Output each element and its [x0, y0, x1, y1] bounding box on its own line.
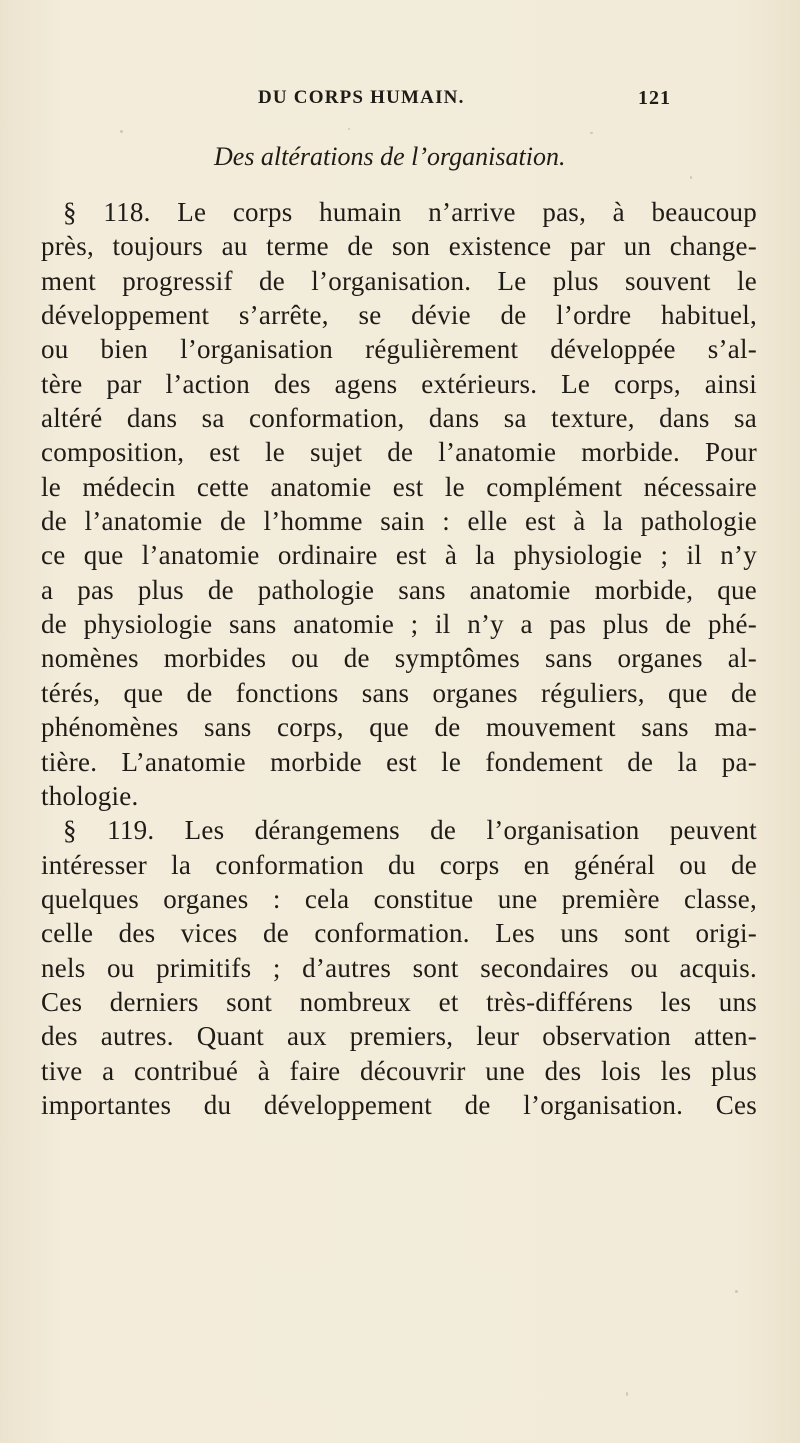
running-head-title: DU CORPS HUMAIN.: [258, 87, 465, 108]
paragraph-119: [41, 813, 757, 1122]
text-line: nomènes morbides ou de symptômes sans organes al-: [41, 643, 757, 674]
text-line: celle des vices de conformation. Les uns sont origi-: [41, 918, 757, 949]
text-line: quelques organes : cela constitue une première classe,: [41, 883, 757, 914]
text-line: des autres. Quant aux premiers, leur observation atten-: [41, 1021, 757, 1052]
text-line: près, toujours au terme de son existence par un change-: [41, 231, 757, 262]
text-line: de physiologie sans anatomie ; il n’y a pas plus de phé-: [41, 609, 757, 640]
text-line: tère par l’action des agens extérieurs. Le corps, ainsi: [41, 368, 757, 399]
text-line: Ces derniers sont nombreux et très-différens les uns: [41, 986, 757, 1017]
text-line: altéré dans sa conformation, dans sa texture, dans sa: [41, 403, 757, 434]
text-line: ce que l’anatomie ordinaire est à la physiologie ; il n’y: [41, 540, 757, 571]
text-line: importantes du développement de l’organisation. Ces: [41, 1089, 757, 1120]
body-text: [41, 195, 757, 1122]
paragraph-118: [41, 195, 757, 813]
text-line: tière. L’anatomie morbide est le fondement de la pa-: [41, 746, 757, 777]
text-line: de l’anatomie de l’homme sain : elle est à la pathologie: [41, 506, 757, 537]
text-line: phénomènes sans corps, que de mouvement sans ma-: [41, 712, 757, 743]
page-number: 121: [638, 87, 671, 109]
text-line: térés, que de fonctions sans organes réguliers, que de: [41, 677, 757, 708]
text-line: § 118. Le corps humain n’arrive pas, à beaucoup: [63, 197, 757, 227]
text-line: ou bien l’organisation régulièrement développée s’al-: [41, 334, 757, 365]
text-line: § 119. Les dérangemens de l’organisation peuvent: [63, 815, 757, 846]
text-line: a pas plus de pathologie sans anatomie morbide, que: [41, 574, 757, 605]
section-heading: Des altérations de l’organisation.: [214, 142, 566, 171]
text-line: intéresser la conformation du corps en général ou de: [41, 849, 757, 880]
running-head: [0, 86, 800, 120]
text-line: tive a contribué à faire découvrir une des lois les plus: [41, 1055, 757, 1086]
text-line: nels ou primitifs ; d’autres sont secondaires ou acquis.: [41, 952, 757, 983]
text-line: développement s’arrête, se dévie de l’ordre habituel,: [41, 300, 757, 331]
text-line: ment progressif de l’organisation. Le plus souvent le: [41, 265, 757, 296]
text-line: thologie.: [41, 780, 139, 811]
text-line: composition, est le sujet de l’anatomie morbide. Pour: [41, 437, 757, 468]
text-line: le médecin cette anatomie est le complément nécessaire: [41, 471, 757, 502]
